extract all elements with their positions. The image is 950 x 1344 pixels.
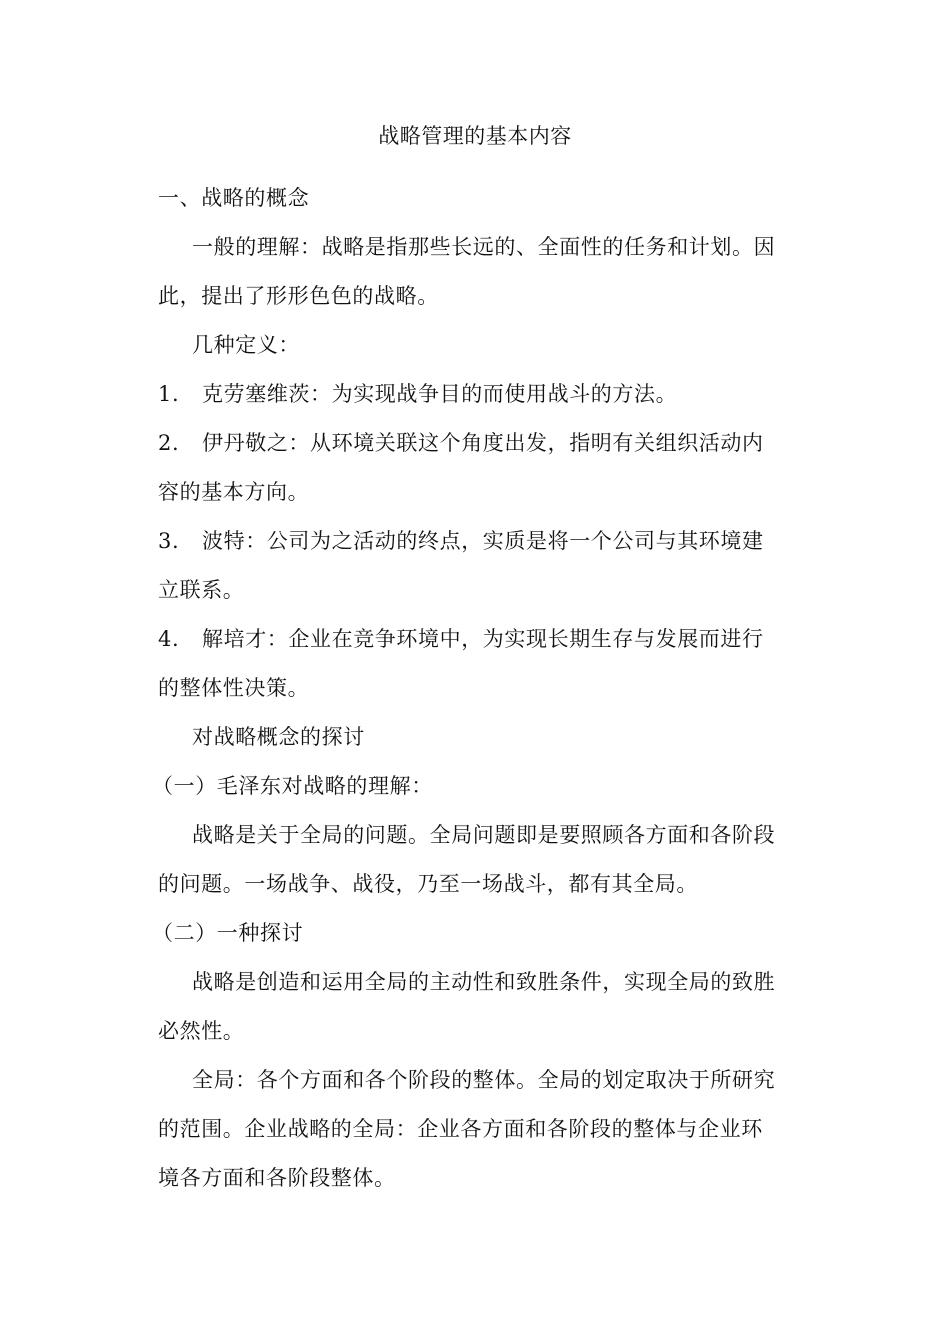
section-heading: 一、战略的概念 — [158, 186, 310, 210]
definition-number: 1. — [158, 382, 180, 406]
part1-paragraph: 战略是关于全局的问题。全局问题即是要照顾各方面和各阶段的问题。一场战争、战役，乃至一场战斗，都有其全局。 — [158, 823, 776, 896]
definition-text: 波特：公司为之活动的终点，实质是将一个公司与其环境建立联系。 — [158, 529, 764, 602]
document-body — [152, 174, 780, 1203]
part2-paragraph-1: 战略是创造和运用全局的主动性和致胜条件，实现全局的致胜必然性。 — [158, 970, 776, 1043]
part2-paragraph-2: 全局：各个方面和各个阶段的整体。全局的划定取决于所研究的范围。企业战略的全局：企业各方面和各阶段的整体与企业环境各方面和各阶段整体。 — [158, 1068, 776, 1190]
definition-item-4 — [158, 615, 780, 713]
definition-item-2 — [158, 419, 780, 517]
definition-text: 解培才：企业在竞争环境中，为实现长期生存与发展而进行的整体性决策。 — [158, 627, 764, 700]
definition-item-1 — [158, 370, 780, 419]
definition-text: 伊丹敬之：从环境关联这个角度出发，指明有关组织活动内容的基本方向。 — [158, 431, 764, 504]
document-title: 战略管理的基本内容 — [378, 124, 572, 148]
definition-number: 4. — [158, 627, 180, 651]
definition-number: 2. — [158, 431, 180, 455]
general-understanding-paragraph: 一般的理解：战略是指那些长远的、全面性的任务和计划。因此，提出了形形色色的战略。 — [158, 235, 776, 308]
discussion-intro: 对战略概念的探讨 — [192, 725, 365, 749]
definition-number: 3. — [158, 529, 180, 553]
definition-item-3 — [158, 517, 780, 615]
definitions-intro: 几种定义： — [192, 333, 300, 357]
definition-text: 克劳塞维茨：为实现战争目的而使用战斗的方法。 — [202, 382, 678, 406]
part1-heading: （一）毛泽东对战略的理解： — [152, 774, 433, 798]
part2-heading: （二）一种探讨 — [152, 921, 304, 945]
